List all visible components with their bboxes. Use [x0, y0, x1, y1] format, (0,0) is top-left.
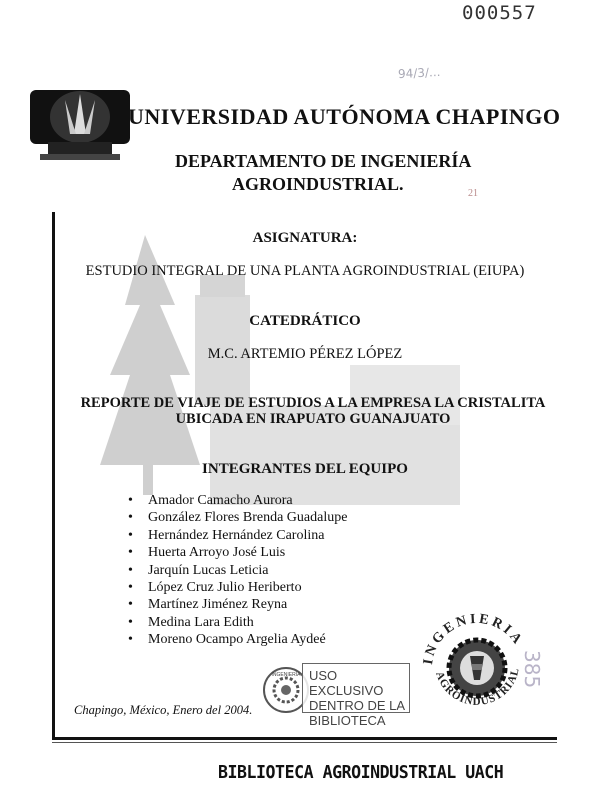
- background-illustration: [100, 235, 500, 535]
- library-stamp-line-2: DENTRO DE LA: [309, 698, 406, 713]
- pencil-annotation: 94/3/...: [397, 64, 441, 82]
- list-item: • Amador Camacho Aurora: [128, 492, 347, 509]
- course-name: ESTUDIO INTEGRAL DE UNA PLANTA AGROINDUSTRIAL (EIUPA): [85, 263, 525, 279]
- course-label: ASIGNATURA:: [252, 230, 358, 246]
- accession-number-stamp: 000557: [462, 2, 537, 24]
- team-member-list: [128, 492, 347, 649]
- seal-top-text: INGENIERIA: [421, 611, 527, 666]
- university-seal-logo: [30, 82, 130, 164]
- seal-bottom-text: AGROINDUSTRIAL: [433, 666, 522, 708]
- margin-handwritten-note: 385: [520, 650, 544, 689]
- professor-label: CATEDRÁTICO: [249, 313, 361, 329]
- list-item: • Medina Lara Edith: [128, 614, 347, 631]
- frame-bottom-border: [52, 737, 557, 740]
- report-title-line-1: REPORTE DE VIAJE DE ESTUDIOS A LA EMPRESA LA CRISTALITA: [80, 395, 546, 411]
- library-footer-stamp: BIBLIOTECA AGROINDUSTRIAL UACH: [218, 762, 504, 783]
- frame-bottom-border-inner: [52, 742, 557, 743]
- list-item: • Huerta Arroyo José Luis: [128, 544, 347, 561]
- list-item: • López Cruz Julio Heriberto: [128, 579, 347, 596]
- pencil-mark: 21: [468, 188, 478, 199]
- department-line-2: AGROINDUSTRIAL.: [232, 174, 404, 194]
- department-line-1: DEPARTAMENTO DE INGENIERÍA: [175, 151, 472, 171]
- report-title: [68, 395, 558, 427]
- list-item: • Martínez Jiménez Reyna: [128, 596, 347, 613]
- library-seal-text: INGENIERÍA: [271, 672, 301, 678]
- library-use-stamp: [302, 663, 410, 728]
- list-item: • González Flores Brenda Guadalupe: [128, 509, 347, 526]
- list-item: • Moreno Ocampo Argelia Aydeé: [128, 631, 347, 648]
- list-item: • Jarquín Lucas Leticia: [128, 562, 347, 579]
- team-label: INTEGRANTES DEL EQUIPO: [202, 461, 408, 477]
- library-stamp-line-3: BIBLIOTECA: [309, 713, 386, 728]
- place-and-date: Chapingo, México, Enero del 2004.: [74, 703, 253, 717]
- university-name: UNIVERSIDAD AUTÓNOMA CHAPINGO: [128, 104, 561, 129]
- report-title-line-2: UBICADA EN IRAPUATO GUANAJUATO: [175, 411, 451, 427]
- department-name: [175, 150, 471, 196]
- list-item: • Hernández Hernández Carolina: [128, 527, 347, 544]
- library-stamp-line-1: USO EXCLUSIVO: [309, 668, 384, 698]
- agroindustrial-seal-logo: [418, 606, 536, 724]
- professor-name: M.C. ARTEMIO PÉREZ LÓPEZ: [207, 346, 403, 362]
